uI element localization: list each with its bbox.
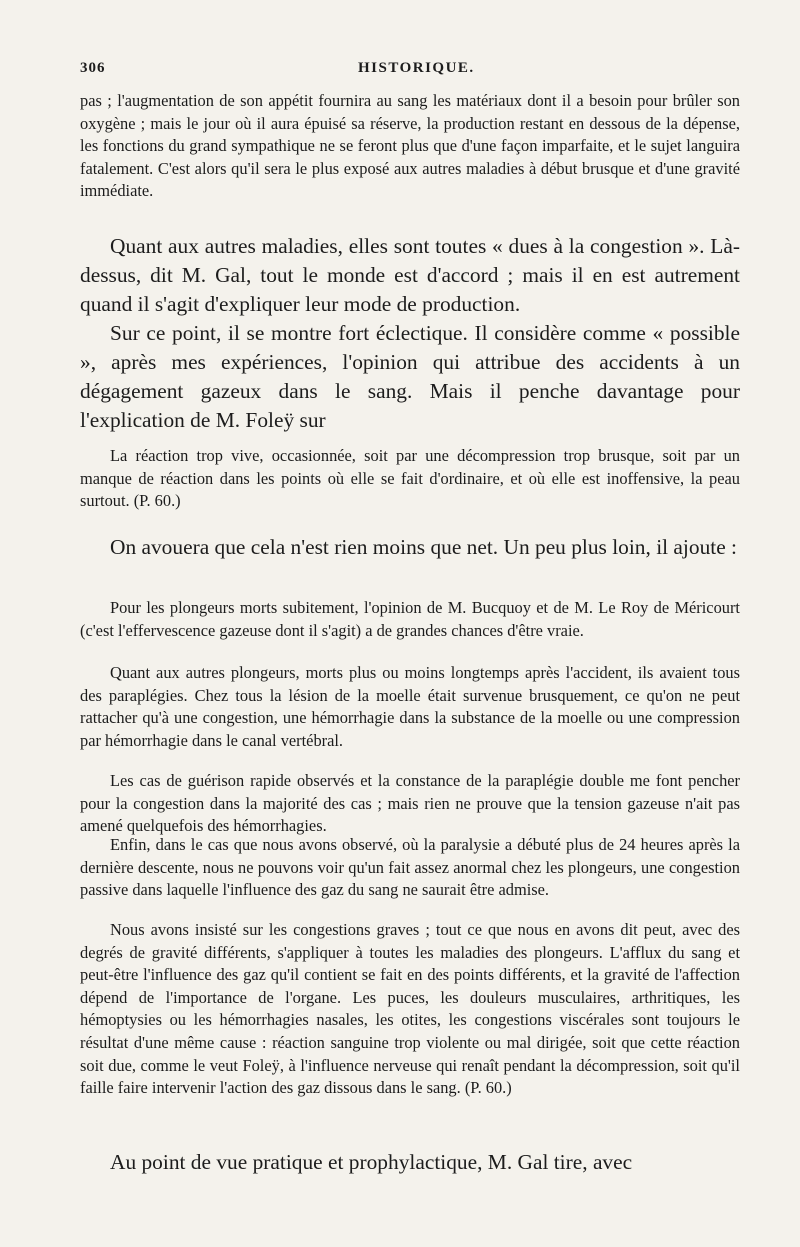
running-header: [80, 60, 740, 82]
paragraph-prophylactique: Au point de vue pratique et prophylactique, M. Gal tire, avec: [110, 1150, 633, 1174]
page-number: 306: [80, 60, 106, 76]
quote-cas-observe: Enfin, dans le cas que nous avons observé, où la paralysie a débuté plus de 24 heures après la dernière descente, nous ne pouvons voir qu'un fait assez anormal chez les plongeurs, une congestion passive dans laquelle l'influence des gaz du sang ne saurait être admise.: [80, 835, 740, 900]
quote-reaction: La réaction trop vive, occasionnée, soit par une décompression trop brusque, soit par un manque de réaction dans les points où elle se fait d'ordinaire, et où elle est inoffensive, la peau surtout. (P. 60.): [80, 446, 740, 511]
quote-guerison: Les cas de guérison rapide observés et la constance de la paraplégie double me font pencher pour la congestion dans la majorité des cas ; mais rien ne prouve que la tension gazeuse n'ait pas amené quelquefois des hémorrhagies.: [80, 771, 740, 836]
quote-morts-subitement: Pour les plongeurs morts subitement, l'opinion de M. Bucquoy et de M. Le Roy de Méricourt (c'est l'effervescence gazeuse dont il s'agit) a de grandes chances d'être vraie.: [80, 598, 740, 640]
running-title: HISTORIQUE.: [358, 60, 475, 76]
paragraph-avouera: On avouera que cela n'est rien moins que net. Un peu plus loin, il ajoute :: [110, 535, 737, 559]
quote-congestions-graves: Nous avons insisté sur les congestions graves ; tout ce que nous en avons dit peut, avec des degrés de gravité différents, s'appliquer à toutes les maladies des plongeurs. L'afflux du sang et peut-être l'influence des gaz qu'il contient se fait en des points différents, et la gravité de l'affection dépend de l'importance de l'organe. Les puces, les douleurs musculaires, arthritiques, les hémoptysies ou les hémorrhagies nasales, les otites, les congestions viscérales sont toujours le résultat d'une même cause : réaction sanguine trop violente ou mal dirigée, soit que cette réaction soit due, comme le veut Foleÿ, à l'influence nerveuse qui renaît pendant la décompression, soit qu'il faille faire intervenir l'action des gaz dissous dans le sang. (P. 60.): [80, 920, 740, 1098]
quote-paraplegies: Quant aux autres plongeurs, morts plus ou moins longtemps après l'accident, ils avaient tous des paraplégies. Chez tous la lésion de la moelle était survenue brusquement, ce qu'on ne peut rattacher qu'à une congestion, une hémorrhagie dans la substance de la moelle ou une compression par hémorrhagie dans le canal vertébral.: [80, 663, 740, 750]
paragraph-continuation: pas ; l'augmentation de son appétit fournira au sang les matériaux dont il a besoin pour brûler son oxygène ; mais le jour où il aura épuisé sa réserve, la production restant en dessous de la dépense, les fonctions du grand sympathique ne se feront plus que d'une façon imparfaite, et le sujet languira fatalement. C'est alors qu'il sera le plus exposé aux autres maladies à début brusque et d'une gravité immédiate.: [80, 91, 740, 201]
paragraph-congestion: Quant aux autres maladies, elles sont toutes « dues à la congestion ». Là-dessus, dit M. Gal, tout le monde est d'accord ; mais il en est autrement quand il s'agit d'expliquer leur mode de production.: [80, 234, 740, 316]
paragraph-eclectique: Sur ce point, il se montre fort éclectique. Il considère comme « possible », après mes expériences, l'opinion qui attribue des accidents à un dégagement gazeux dans le sang. Mais il penche davantage pour l'explication de M. Foleÿ sur: [80, 321, 740, 432]
